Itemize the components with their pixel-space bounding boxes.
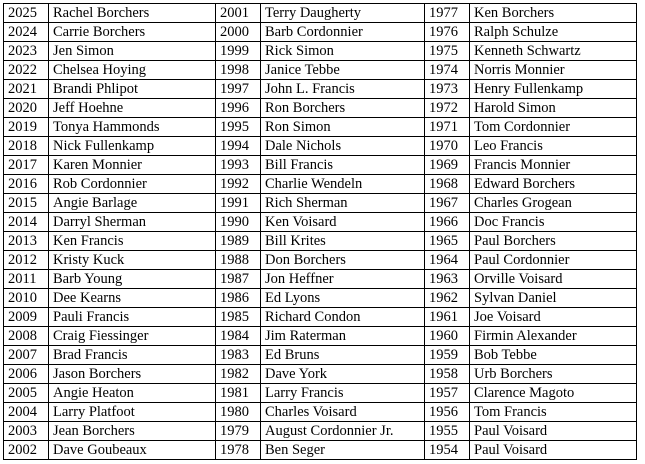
year-cell: 1963 [425,270,470,289]
name-cell: Ralph Schulze [470,23,637,42]
name-cell: Angie Barlage [49,194,216,213]
table-row [4,270,637,289]
name-cell: Darryl Sherman [49,213,216,232]
year-cell: 1970 [425,137,470,156]
year-cell: 1981 [216,384,261,403]
year-cell: 2001 [216,4,261,23]
year-cell: 1977 [425,4,470,23]
name-cell: Dave Goubeaux [49,441,216,460]
name-cell: Jean Borchers [49,422,216,441]
year-cell: 1957 [425,384,470,403]
name-cell: Kenneth Schwartz [470,42,637,61]
year-cell: 1956 [425,403,470,422]
year-cell: 2011 [4,270,49,289]
table-row [4,156,637,175]
name-cell: Brad Francis [49,346,216,365]
year-cell: 2022 [4,61,49,80]
year-cell: 2008 [4,327,49,346]
name-cell: Barb Cordonnier [261,23,425,42]
table-row [4,441,637,460]
year-cell: 1994 [216,137,261,156]
year-cell: 2003 [4,422,49,441]
name-cell: Ron Borchers [261,99,425,118]
name-cell: Leo Francis [470,137,637,156]
name-cell: Ken Borchers [470,4,637,23]
name-cell: Richard Condon [261,308,425,327]
table-row [4,61,637,80]
year-cell: 2000 [216,23,261,42]
year-cell: 1954 [425,441,470,460]
year-cell: 2004 [4,403,49,422]
table-row [4,365,637,384]
name-cell: Francis Monnier [470,156,637,175]
year-cell: 1990 [216,213,261,232]
year-cell: 2020 [4,99,49,118]
table-row [4,175,637,194]
year-cell: 1974 [425,61,470,80]
year-cell: 2025 [4,4,49,23]
name-cell: Jim Raterman [261,327,425,346]
year-cell: 1998 [216,61,261,80]
name-cell: Angie Heaton [49,384,216,403]
year-cell: 1962 [425,289,470,308]
name-cell: Don Borchers [261,251,425,270]
year-cell: 1968 [425,175,470,194]
name-cell: Dave York [261,365,425,384]
table-row [4,99,637,118]
table-row [4,80,637,99]
year-cell: 1985 [216,308,261,327]
name-cell: Rob Cordonnier [49,175,216,194]
year-cell: 2023 [4,42,49,61]
name-cell: Tom Francis [470,403,637,422]
year-cell: 1975 [425,42,470,61]
name-cell: Charlie Wendeln [261,175,425,194]
year-cell: 1955 [425,422,470,441]
name-cell: Terry Daugherty [261,4,425,23]
name-cell: Joe Voisard [470,308,637,327]
year-cell: 1982 [216,365,261,384]
name-cell: Dale Nichols [261,137,425,156]
year-cell: 2013 [4,232,49,251]
year-cell: 2007 [4,346,49,365]
name-cell: Bill Krites [261,232,425,251]
document-page [3,3,637,460]
name-cell: August Cordonnier Jr. [261,422,425,441]
name-cell: Tonya Hammonds [49,118,216,137]
year-cell: 1969 [425,156,470,175]
year-cell: 1958 [425,365,470,384]
year-cell: 2002 [4,441,49,460]
name-cell: Janice Tebbe [261,61,425,80]
year-cell: 1995 [216,118,261,137]
name-cell: Ben Seger [261,441,425,460]
year-cell: 1987 [216,270,261,289]
year-cell: 1980 [216,403,261,422]
name-cell: Norris Monnier [470,61,637,80]
year-cell: 1978 [216,441,261,460]
name-cell: Sylvan Daniel [470,289,637,308]
table-row [4,213,637,232]
name-cell: Tom Cordonnier [470,118,637,137]
name-cell: Bob Tebbe [470,346,637,365]
name-cell: Paul Borchers [470,232,637,251]
table-row [4,118,637,137]
year-cell: 1965 [425,232,470,251]
year-cell: 1986 [216,289,261,308]
name-cell: Charles Voisard [261,403,425,422]
name-cell: Ken Francis [49,232,216,251]
year-cell: 2021 [4,80,49,99]
year-cell: 1976 [425,23,470,42]
year-cell: 1984 [216,327,261,346]
name-cell: John L. Francis [261,80,425,99]
year-cell: 2019 [4,118,49,137]
table-row [4,327,637,346]
name-cell: Barb Young [49,270,216,289]
year-cell: 1997 [216,80,261,99]
year-name-table [3,3,637,460]
name-cell: Ed Bruns [261,346,425,365]
name-cell: Karen Monnier [49,156,216,175]
name-cell: Harold Simon [470,99,637,118]
year-cell: 1959 [425,346,470,365]
name-cell: Ron Simon [261,118,425,137]
name-cell: Orville Voisard [470,270,637,289]
name-cell: Larry Platfoot [49,403,216,422]
name-cell: Rick Simon [261,42,425,61]
year-cell: 2010 [4,289,49,308]
year-cell: 1992 [216,175,261,194]
name-cell: Kristy Kuck [49,251,216,270]
table-row [4,4,637,23]
year-cell: 2005 [4,384,49,403]
name-cell: Charles Grogean [470,194,637,213]
year-cell: 2012 [4,251,49,270]
table-row [4,251,637,270]
name-cell: Brandi Phlipot [49,80,216,99]
name-cell: Chelsea Hoying [49,61,216,80]
name-cell: Nick Fullenkamp [49,137,216,156]
table-row [4,346,637,365]
year-cell: 1991 [216,194,261,213]
name-cell: Paul Voisard [470,422,637,441]
name-cell: Rich Sherman [261,194,425,213]
name-cell: Larry Francis [261,384,425,403]
name-cell: Ken Voisard [261,213,425,232]
table-row [4,289,637,308]
name-cell: Paul Voisard [470,441,637,460]
year-cell: 2006 [4,365,49,384]
year-cell: 1961 [425,308,470,327]
table-row [4,384,637,403]
table-row [4,232,637,251]
name-cell: Craig Fiessinger [49,327,216,346]
year-cell: 1989 [216,232,261,251]
year-cell: 1983 [216,346,261,365]
year-cell: 1993 [216,156,261,175]
table-row [4,194,637,213]
name-cell: Bill Francis [261,156,425,175]
name-cell: Jason Borchers [49,365,216,384]
year-cell: 2009 [4,308,49,327]
table-row [4,42,637,61]
table-row [4,422,637,441]
name-cell: Paul Cordonnier [470,251,637,270]
year-cell: 1996 [216,99,261,118]
name-cell: Carrie Borchers [49,23,216,42]
name-cell: Jen Simon [49,42,216,61]
year-cell: 2018 [4,137,49,156]
name-cell: Edward Borchers [470,175,637,194]
year-cell: 1979 [216,422,261,441]
name-cell: Urb Borchers [470,365,637,384]
table-body [4,4,637,460]
year-cell: 1966 [425,213,470,232]
table-row [4,308,637,327]
year-cell: 1967 [425,194,470,213]
year-cell: 1973 [425,80,470,99]
name-cell: Jeff Hoehne [49,99,216,118]
table-row [4,403,637,422]
year-cell: 2016 [4,175,49,194]
year-cell: 2024 [4,23,49,42]
name-cell: Clarence Magoto [470,384,637,403]
table-row [4,23,637,42]
year-cell: 1972 [425,99,470,118]
year-cell: 2015 [4,194,49,213]
table-row [4,137,637,156]
name-cell: Pauli Francis [49,308,216,327]
year-cell: 2017 [4,156,49,175]
name-cell: Jon Heffner [261,270,425,289]
year-cell: 1999 [216,42,261,61]
year-cell: 1964 [425,251,470,270]
year-cell: 1971 [425,118,470,137]
name-cell: Henry Fullenkamp [470,80,637,99]
year-cell: 2014 [4,213,49,232]
name-cell: Doc Francis [470,213,637,232]
year-cell: 1988 [216,251,261,270]
name-cell: Dee Kearns [49,289,216,308]
year-cell: 1960 [425,327,470,346]
name-cell: Firmin Alexander [470,327,637,346]
name-cell: Ed Lyons [261,289,425,308]
name-cell: Rachel Borchers [49,4,216,23]
